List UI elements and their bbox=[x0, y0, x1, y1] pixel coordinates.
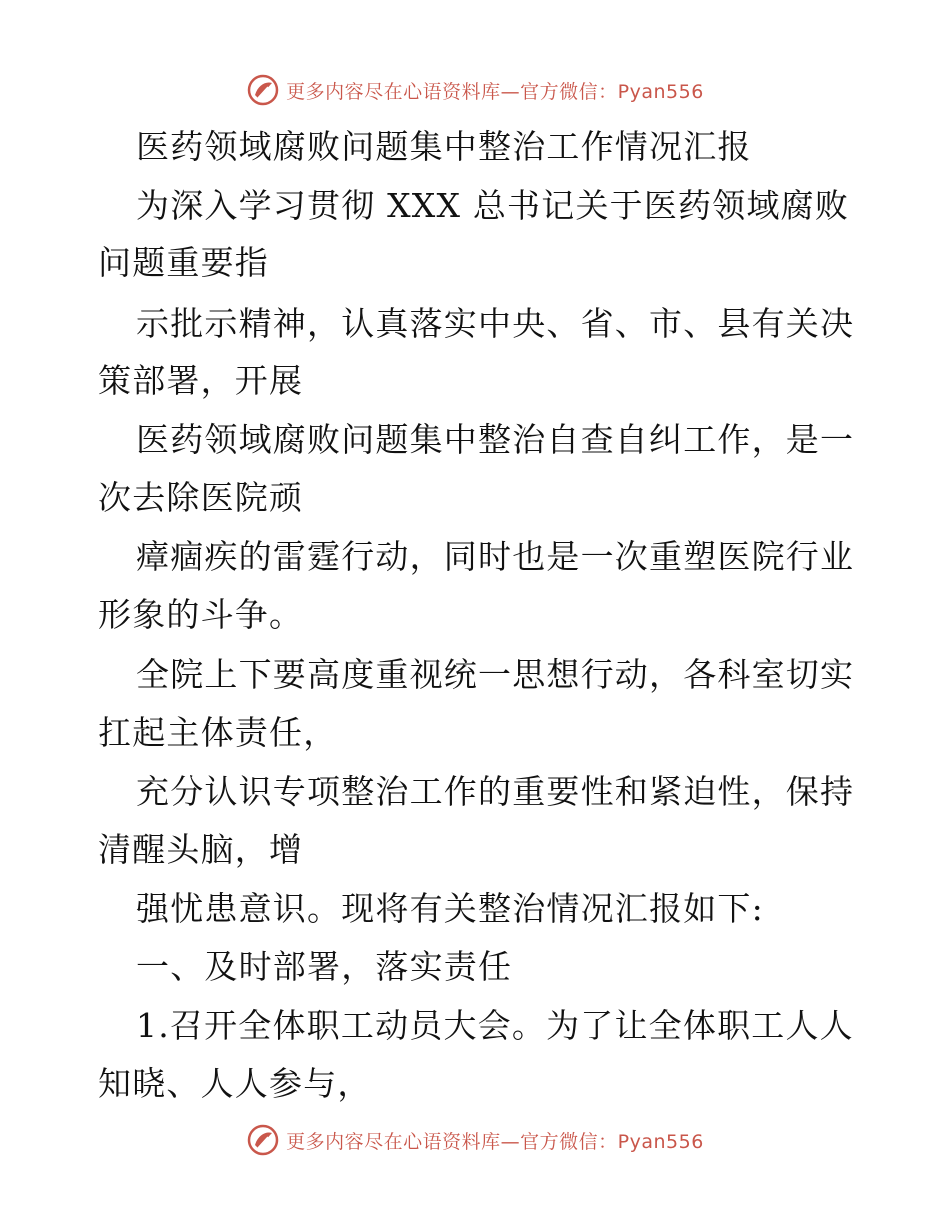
paragraph-line: 示批示精神，认真落实中央、省、市、县有关决 bbox=[136, 304, 855, 343]
footer-watermark bbox=[0, 1122, 950, 1158]
paragraph-line: 扛起主体责任， bbox=[98, 713, 338, 752]
paragraph-line: 充分认识专项整治工作的重要性和紧迫性，保持 bbox=[136, 772, 855, 811]
watermark-logo-icon bbox=[246, 1123, 280, 1157]
paragraph-line: 知晓、人人参与， bbox=[98, 1064, 372, 1103]
watermark-logo-icon bbox=[246, 73, 280, 107]
paragraph-line: 强忧患意识。现将有关整治情况汇报如下: bbox=[136, 889, 764, 928]
paragraph-line: 问题重要指 bbox=[98, 243, 269, 282]
paragraph-line: 全院上下要高度重视统一思想行动，各科室切实 bbox=[136, 655, 855, 694]
document-title: 医药领域腐败问题集中整治工作情况汇报 bbox=[136, 127, 752, 166]
paragraph-line: 策部署，开展 bbox=[98, 361, 304, 400]
paragraph-line: 1.召开全体职工动员大会。为了让全体职工人人 bbox=[136, 1006, 854, 1045]
watermark-text: 更多内容尽在心语资料库—官方微信：Pyan556 bbox=[286, 80, 704, 103]
paragraph-line: 次去除医院顽 bbox=[98, 478, 304, 517]
paragraph-line: 瘴痼疾的雷霆行动，同时也是一次重塑医院行业 bbox=[136, 537, 855, 576]
section-heading: 一、及时部署，落实责任 bbox=[136, 947, 513, 986]
paragraph-line: 为深入学习贯彻 XXX 总书记关于医药领域腐败 bbox=[136, 186, 850, 225]
paragraph-line: 清醒头脑，增 bbox=[98, 830, 304, 869]
paragraph-line: 形象的斗争。 bbox=[98, 595, 304, 634]
header-watermark bbox=[0, 72, 950, 108]
paragraph-line: 医药领域腐败问题集中整治自查自纠工作，是一 bbox=[136, 420, 855, 459]
watermark-text: 更多内容尽在心语资料库—官方微信：Pyan556 bbox=[286, 1130, 704, 1153]
